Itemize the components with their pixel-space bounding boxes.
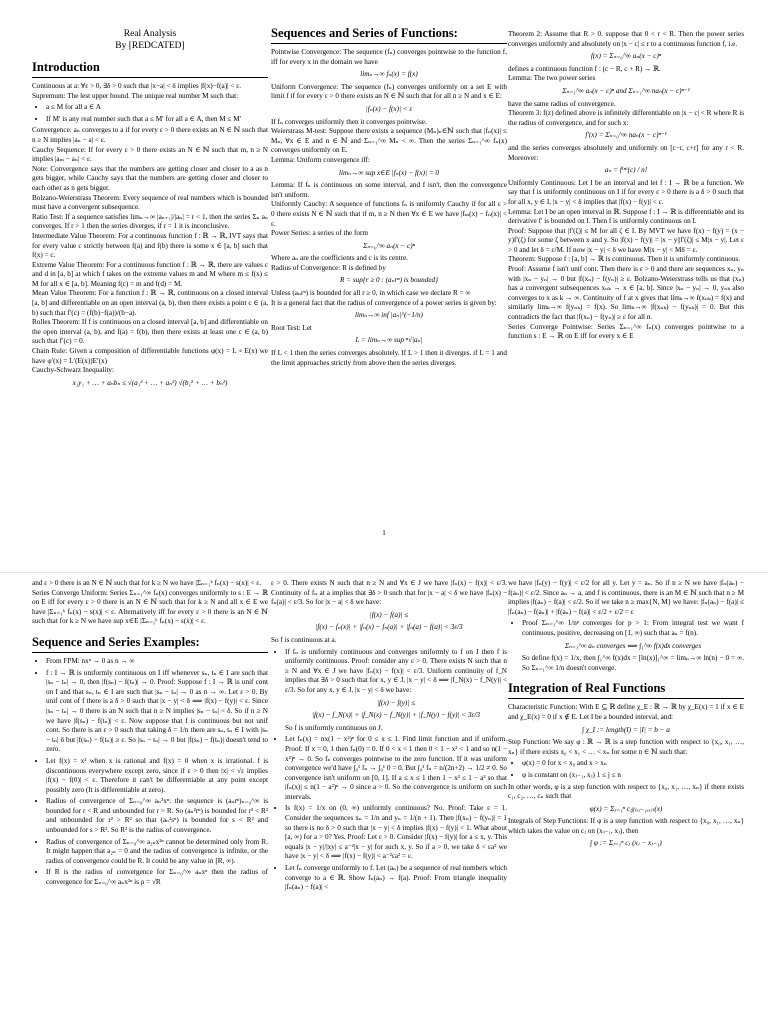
root-note: If L < 1 then the series converges absolutely. If L > 1 then it diverges. if L = 1 and the limit approaches strictly from above then the series diverges. — [271, 349, 507, 367]
thm-mvt: Mean Value Theorem: For a function f : ℝ → ℝ, continuous on a closed interval [a, b] and differentiable on an open interval (a, b), then there exists a point c ∈ (a, b) such that f′(c) = (f(b)−f(a))/(b−a). — [32, 289, 268, 317]
list-item: • Radius of convergence of Σₙ₌₀^∞ aₙ²xⁿ: the sequence is (aₙrⁿ)ₙ₌₀^∞ is bounded for r < R and unbounded for r > R. So (aₙ²rⁿ) is bounded for r² < R² and unbounded for r² > R² so that (aₙ²sⁿ) is bounded for s < R² and unbounded for s > R². So R² is the radius of convergence. — [46, 797, 268, 835]
list-item: • If R is the radius of convergence for Σₙ₌₀^∞ aₙxⁿ then the radius of convergence for Σₙ₌₀^∞ aₙx²ⁿ is ρ = √R — [46, 868, 268, 887]
conclusion: So f is uniformly continuous on J. — [285, 723, 383, 732]
examples-list — [508, 619, 744, 673]
list-item: • Let f(x) = x² when x is rational and f(x) = 0 when x is irrational. f is discontinuous everywhere except zero, since if ε > 0 then |x| < √ε implies |f(x) − f(0)| < ε. Therefore it can't be differentiable at any point except possibly zero (It is differentiable at zero). — [46, 757, 268, 795]
list-item: • From FPM: nxⁿ → 0 as n → ∞ — [46, 657, 268, 667]
list-item: • φ is constant on (xⱼ₋₁, xⱼ) 1 ≤ j ≤ n — [522, 771, 744, 781]
series-converge-pointwise: Series Converge Pointwise: Series Σₙ₌₁^∞ fₙ(x) converges pointwise to a function s : E → ℝ on E iff for every x ∈ E — [508, 322, 744, 341]
equation: ∫ φ := Σⱼ₌₁ⁿ cⱼ (xⱼ − xⱼ₋₁) — [590, 839, 662, 848]
lemma: Lemma: The two power series — [508, 74, 596, 83]
equation: Σₙ₌₁^∞ aₙ converges ⟺ ∫₁^∞ f(x)dx converges — [564, 641, 702, 650]
radius-note: Unless (aₙrⁿ) is bounded for all r ≥ 0, in which case we declare R = ∞ — [271, 289, 471, 298]
continuation: ε > 0. There exists N such that n ≥ N and ∀x ∈ J we have |fₙ(x) − f(x)| < ε/3. Continuity of fₙ at a implies that ∃δ > 0 such that for |x − a| < δ we have |fₙ(x) − fₙ(a)| < ε/3. So for |x − a| < δ we have: — [271, 579, 507, 607]
document-title: Real Analysis — [123, 29, 177, 39]
page-2 — [0, 572, 768, 1025]
conclusion: So f is continuous at a. — [271, 635, 337, 644]
heading-integration: Integration of Real Functions — [508, 681, 744, 699]
proof: Proof: Assume f isn't unif cont. Then there is ε > 0 and there are sequences xₙ, yₙ with |xₙ − yₙ| → 0 but |f(xₙ) − f(yₙ)| ≥ ε. Bolzano-Weierstrass tells us that (xₙ) has a convergent subsequences xₙₖ → x ∈ [a, b]. Since |xₙ − yₙ| → 0, yₙₖ also converges to x as k → ∞. Continuity of f at x gives that limₖ→∞ f(xₙₖ) = f(x) and similarly limₖ→∞ f(yₙₖ) = f(x). So limₖ→∞ |f(xₙₖ) − f(yₙₖ)| = 0. But this contradicts the fact that |f(xₙ) − f(yₙ)| ≥ ε for all n. — [508, 265, 744, 322]
document-author: By [REDCATED] — [115, 41, 185, 51]
page2-column-3 — [508, 573, 744, 1025]
def-step-function: Step Function: We say φ : ℝ → ℝ is a step function with respect to {x₀, x₁, …, xₙ} if there exists x₀ < x₁ < … < xₙ for some n ∈ ℕ such that: — [508, 738, 744, 756]
note: Note: Convergence says that the numbers are getting closer and closer to a as n gets bigger, while Cauchy says that the numbers are getting closer and closer to each other as n gets bigger. — [32, 164, 268, 192]
def-uniformly-continuous: Uniformly Continuous: Let I be an interval and let f : I → ℝ be a function. We say that f is uniformly continuous on I if for every ε > 0 there is a δ > 0 such that for all x, y ∈ I, |x − y| < δ implies that |f(x) − f(y)| < ε. — [508, 178, 744, 206]
equation: Σₙ₌₁^∞ aₙ(x − c)ⁿ and Σₙ₌₁^∞ naₙ(x − c)ⁿ⁻¹ — [562, 86, 690, 95]
equation: limₙ→∞ sup x∈E |fₙ(x) − f(x)| = 0 — [339, 168, 439, 177]
equation: |f(x) − f(a)| ≤ — [369, 610, 409, 619]
list-item: • Is f(x) = 1/x on (0, ∞) uniformly continuous? No. Proof: Take ε = 1. Consider the sequences xₙ = 1/n and yₙ = 1/(n + 1). Then |f(xₙ) − f(yₙ)| = 1 so there is no δ > 0 such that |x − y| < δ implies |f(x) − f(y)| < 1. What about [a, ∞) for a > 0? Yes. Proof: Let ε > 0. Consider |f(x) − f(y)| for a ≤ x, y. This equals |x − y|/|xy| ≤ a⁻²|x − y| for such x, y. So if a > 0, we take δ < εa² we have |x − y| < δ ⟹ |f(x) − f(y)| < a⁻²εa² = ε. — [285, 804, 507, 862]
equation: |f(x) − f_N(x)| + |f_N(x) − f_N(y)| + |f_N(y) − f(y)| < 3ε/3 — [312, 711, 480, 720]
def-cauchy-sequence: Cauchy Sequence: If for every ε > 0 there exists an N ∈ ℕ such that m, n ≥ N implies |aₘ − aₙ| < ε. — [32, 145, 268, 164]
supremum-list — [32, 103, 268, 124]
list-item: • If M′ is any real number such that a ≤ M′ for all a ∈ A, then M ≤ M′ — [46, 115, 268, 125]
equation: limₙ→∞ fₙ(x) = f(x) — [360, 70, 418, 79]
continuation: and ε > 0 there is an N ∈ ℕ such that for k ≥ N we have |Σₙ₌₁ᵏ fₙ(x) − s(x)| < ε. — [32, 579, 262, 587]
list-item: • f : I → ℝ is uniformly continuous on I iff whenever sₙ, tₙ ∈ I are such that |sₙ − tₙ| → 0, then |f(sₙ) − f(tₙ)| → 0. Proof: Suppose f : I → ℝ is unif cont on I and that sₙ, tₙ ∈ I are such that |sₙ − tₙ| → 0 as n → ∞. Let ε > 0. By unif cont of f there is a δ > 0 such that |x − y| < δ ⟹ |f(x) − f(y)| < ε. Since |sₙ − tₙ| → 0 there is an N such that n ≥ N implies |sₙ − tₙ| < δ. So if n ≥ N we have |f(sₙ) − f(tₙ)| < ε. Now suppose that f is continuous but not unif cont. So there is an ε > 0 such that taking δ = 1/n there are sₙ, tₙ ∈ I with |sₙ − tₙ| δ but |f(sₙ) − f(tₙ)| ≥ ε. So |sₙ − tₙ| → 0 but |f(sₙ) − f(tₙ)| doesn't tend to zero. — [46, 669, 268, 755]
page2-column-2 — [271, 573, 507, 1025]
thm-ivt: Intermediate Value Theorem: For a continuous function f : ℝ → ℝ, IVT says that for every value c strictly between f(a) and f(b) there is some x ∈ [a, b] such that f(x) = c. — [32, 231, 268, 260]
def-convergence: Convergence: aₙ converges to a if for every ε > 0 there exists an N ∈ ℕ such that n ≥ N implies |aₙ − a| < ε. — [32, 126, 268, 144]
list-item: • Radius of convergence of Σₙ₌₀^∞ a₂ₙx²ⁿ cannot be determined only from R. It might happen that a₂ₙ = 0 and the radius of convergence is infinite, or the radius of convergence could be R. It could be any value in [R, ∞). — [46, 838, 268, 867]
theorem-2-note: defines a continuous function f : (c − R, c + R) → ℝ. — [508, 64, 661, 73]
lemma: Lemma: Let I be an open interval in ℝ. Suppose f : I → ℝ is differentiable and its derivative f′ is bounded on I. Then f is uniformly continuous on I. — [508, 207, 744, 226]
series-converge-uniform: Series Converge Uniform: Series Σₙ₌₁^∞ fₙ(x) converges uniformly to s : E → ℝ on E iff for every ε > 0 there is an N ∈ ℕ such that for k ≥ N and all x ∈ E we have |Σₙ₌₁ᵏ fₙ(x) − s(x)| < ε. Alternatively iff for every ε > 0 there is an N ∈ ℕ such that for k ≥ N we have sup x∈E |Σₙ₌₁ᵏ fₙ(x) − s(x)| < ε. — [32, 588, 268, 626]
cauchy-schwarz-label: Cauchy-Schwarz Inequality: — [32, 366, 115, 375]
page-number: 1 — [382, 528, 386, 537]
list-item-text: Proof Σₙ₌₁^∞ 1/nᵖ converges for p > 1: From integral test we want f continuous, positive, decreasing on [1, ∞) such that aₙ = f(n). — [522, 619, 744, 637]
def-characteristic-function: Characteristic Function: With E ⊆ ℝ define χ_E : ℝ → ℝ by χ_E(x) = 1 if x ∈ E and χ_E(x) = 0 if x ∉ E. Let I be a bounded interval, and: — [508, 703, 744, 721]
proof: Proof: Suppose that |f′(ζ)| ≤ M for all ζ ∈ I. By MVT we have f(x) − f(y) = (x − y)f′(ζ) for some ζ between x and y. So |f(x) − f(y)| = |x − y||f′(ζ)| ≤ M|x − y|. Let ε > 0 and let δ = ε/M. If now |x − y| < δ we have M|x − y| < Mδ = ε. — [508, 226, 744, 254]
def-supremum: Supremum: The lest upper bound. The unique real number M such that: — [32, 91, 239, 100]
weierstrass-m-test: Weierstrass M-test: Suppose there exists a sequence (Mₙ)ₙ∈ℕ such that |fₙ(x)| ≤ Mₙ, ∀x ∈ E and n ∈ ℕ and Σₙ₌₁^∞ Mₙ < ∞. Then the series Σₙ₌₁^∞ fₙ(x) converges uniformly on E. — [271, 127, 507, 155]
equation: |f(x) − fₙ(x)| + |fₙ(x) − fₙ(a)| + |fₙ(a) − f(a)| < 3ε/3 — [315, 623, 463, 632]
page1-column-2 — [271, 0, 507, 560]
uniform-note: If fₙ converges uniformly then it converges pointwise. — [271, 117, 427, 126]
def-uniformly-cauchy: Uniformly Cauchy: A sequence of functions fₙ is uniformly Cauchy if for all ε > 0 there exists N ∈ ℕ such that if m, n ≥ N then ∀x ∈ E we have |fₘ(x) − fₙ(x)| < ε. — [271, 200, 507, 228]
thm-evt: Extreme Value Theorem: For a continuous function f : ℝ → ℝ, there are values c and d in [a, b] at which f takes on the extreme values m and M where m ≤ f(x) ≤ M for all x ∈ [a, b]. Meaning f(c) = m and f(d) = M. — [32, 260, 268, 288]
list-item: • a ≤ M for all a ∈ A — [46, 103, 268, 113]
ratio-test: Ratio Test: If a sequence satisfies limₙ→∞ |aₙ₊₁|/|aₙ| = r < 1, then the series Σₙ aₙ converges. If r > 1 then the series diverges, if r = 1 it is inconclusive. — [32, 212, 268, 231]
def-radius: Radius of Convergence: R is defined by — [271, 263, 386, 272]
equation: φ(x) = Σⱼ₌₁ⁿ cⱼχ₍ₓⱼ₋₁,ₓⱼ₎(x) — [589, 804, 663, 813]
page2-column-1 — [32, 573, 268, 1025]
equation: Σₙ₌₀^∞ aₙ(x − c)ⁿ — [363, 241, 415, 250]
theorem-3: Theorem 3: f(z) defined above is infinitely differentiable on |x − c| < R where R is the radius of convergence, and for such x: — [508, 109, 744, 127]
heading-introduction: Introduction — [32, 60, 268, 78]
cauchy-schwarz-equation: x₁y₁ + … + aₙbₙ ≤ √(a₁² + … + aₙ²) √(b₁² + … + bₙ²) — [72, 378, 228, 387]
lemma: Lemma: Uniform convergence iff: — [271, 155, 370, 164]
def-power-series: Power Series: a series of the form — [271, 229, 369, 238]
equation: L = limₙ→∞ sup ⁿ√|aₙ| — [355, 336, 423, 345]
heading-sequences-series: Sequences and Series of Functions: — [271, 26, 507, 44]
heading-examples: Sequence and Series Examples: — [32, 635, 268, 653]
equation: f′(x) = Σₙ₌₀^∞ naₙ(x − c)ⁿ⁻¹ — [585, 131, 667, 140]
examples-list — [32, 657, 268, 888]
equation: ∫ χ_I := length(I) = |I| = b − a — [582, 725, 670, 734]
power-note: Where aₙ are the coefficients and c is its centre. — [271, 254, 409, 263]
continuation: we have |fₙ(y) − f(y)| < ε/2 for all y. Let y = aₙ. So if n ≥ N we have |fₙ(aₙ) − f(aₙ)| < ε/2. Since aₙ → a, and f is continuous, there is an M ∈ ℕ such that n ≥ M implies |f(aₙ) − f(a)| < ε/2. So if we take n ≥ max{N, M} we have: |fₙ(aₙ) − f(a)| ≤ |fₙ(aₙ) − f(aₙ)| + |f(aₙ) − f(a)| < ε/2 + ε/2 = ε — [508, 579, 744, 616]
def-continuous: Continuous at a: ∀ε > 0, ∃δ > 0 such that |x−a| < δ implies |f(x)−f(a)| < ε. — [32, 82, 242, 90]
integrals-of-step-functions: Integrals of Step Functions: If φ is a step function with respect to {x₀, x₁, …, xₙ} which takes the value on cⱼ on (xⱼ₋₁, xⱼ), then — [508, 817, 744, 835]
list-item-text: If fₙ is uniformly continuous and converges uniformly to f on J then f is uniformly continuous. Proof: consider any ε > 0. There exists N such that n ≥ N and ∀x ∈ J we have |fₙ(x) − f(x)| < ε/3. Uniform continuity of f_N implies that ∃δ > 0 such that for x, y ∈ J, |x − y| < δ ⟹ |f_N(x) − f_N(y)| < ε/3. So for any x, y ∈ J, |x − y| < δ we have: — [285, 647, 507, 694]
page1-column-3 — [508, 0, 744, 560]
list-item: • φ(x) = 0 for x < x₀ and x > xₙ — [522, 759, 744, 769]
equation: |fₙ(x) − f(x)| < ε — [365, 104, 413, 113]
list-item: • Let fₙ converge uniformly to f. Let (aₙ) be a sequence of real numbers which converge to a ∈ ℝ. Show fₙ(aₙ) → f(a). Proof: From triangle inequality |fₙ(aₙ) − f(a)| < — [285, 864, 507, 893]
chain-rule: Chain Rule: Given a composition of differentiable functions φ(x) = L ∘ E(x) we have φ′(x) = L′(E(x))E′(x) — [32, 347, 268, 365]
root-test: Root Test: Let — [271, 323, 312, 332]
theorem: Theorem: Suppose f : [a, b] → ℝ is continuous. Then it is uniformly continuous. — [508, 255, 741, 264]
step-list — [508, 759, 744, 780]
equation: f(x) = Σₙ₌₀^∞ aₙ(x − c)ⁿ — [590, 52, 662, 61]
equation: R = sup{r ≥ 0 : (aₙrⁿ) is bounded} — [340, 276, 438, 285]
lemma-note: have the same radius of convergence. — [508, 99, 616, 108]
list-item — [285, 648, 507, 734]
page1-column-1 — [32, 0, 268, 560]
list-item — [522, 619, 744, 673]
def-pointwise: Pointwise Convergence: The sequence (fₙ) converges pointwise to the function f, iff for every x in the domain we have — [271, 48, 507, 66]
list-item: • Let fₙ(x) = nx(1 − x²)ⁿ for 0 ≤ x ≤ 1. Find limit function and if uniform. Proof: If x = 0, 1 then fₙ(0) = 0. If 0 < x < 1 then 0 < 1 − x² < 1 and so n(1 − x²)ⁿ → 0. So fₙ converges pointwise to the zero function. If it was uniform convergence we'd have ∫₀¹ fₙ → ∫₀¹ 0 = 0. But ∫₀¹ fₙ = n/(2n+2) → 1/2 ≠ 0. So convergence isn't uniform on [0, 1]. If a ≤ x ≤ 1 then 1 − x² ≤ 1 − a² so that |fₙ(x)| ≤ n(1 − a²)ⁿ → 0 since a > 0. So the convergence is uniform on such intervals. — [285, 735, 507, 802]
radius-note: It is a general fact that the radius of convergence of a power series is given by: — [271, 298, 497, 307]
equation: limₙ→∞ inf |aₙ|^(−1/n) — [355, 311, 423, 320]
lemma: Lemma: If fₙ is continuous on some interval, and f isn't, then the convergence isn't uniform. — [271, 181, 507, 199]
thm-rolle: Rolles Theorem: If f is continuous on a closed interval [a, b] and differentiable on the open interval (a, b), and f(a) = f(b), then there exists at least one c ∈ (a, b) such that f′(c) = 0. — [32, 318, 268, 346]
theorem-3-note: and the series converges absolutely and uniformly on [c−r, c+r] for any r < R. Moreover: — [508, 143, 744, 162]
examples-list — [271, 648, 507, 893]
step-note: In other words, φ is a step function with respect to {x₀, x₁, …, xₙ} if there exists c₁, c₂, …, cₙ such that — [508, 782, 744, 801]
equation: |f(x) − f(y)| ≤ — [376, 698, 416, 707]
theorem-2: Theorem 2: Assume that R > 0. suppose that 0 < r < R. Then the power series converges uniformly and absolutely on |x − c| ≤ r to a continuous function f, i.e. — [508, 30, 744, 48]
thm-bolzano-weierstrass: Bolzano-Weierstrass Theorem: Every sequence of real numbers which is bounded must have a convergent subsequence. — [32, 193, 268, 212]
equation: aₙ = f⁽ⁿ⁾(c) / n! — [604, 166, 648, 175]
list-item-text: So define f(x) = 1/x, then ∫₁^∞ f(x)dx = [ln(x)]₁^∞ = limₙ→∞ ln(n) − 0 = ∞. So Σₙ₌₁^∞ 1/n doesn't converge. — [522, 654, 744, 672]
def-uniform: Uniform Convergence: The sequence (fₙ) converges uniformly on a set E with limit f if for every ε > 0 there exists an N ∈ ℕ such that for all n ≥ N and x ∈ E: — [271, 82, 507, 101]
